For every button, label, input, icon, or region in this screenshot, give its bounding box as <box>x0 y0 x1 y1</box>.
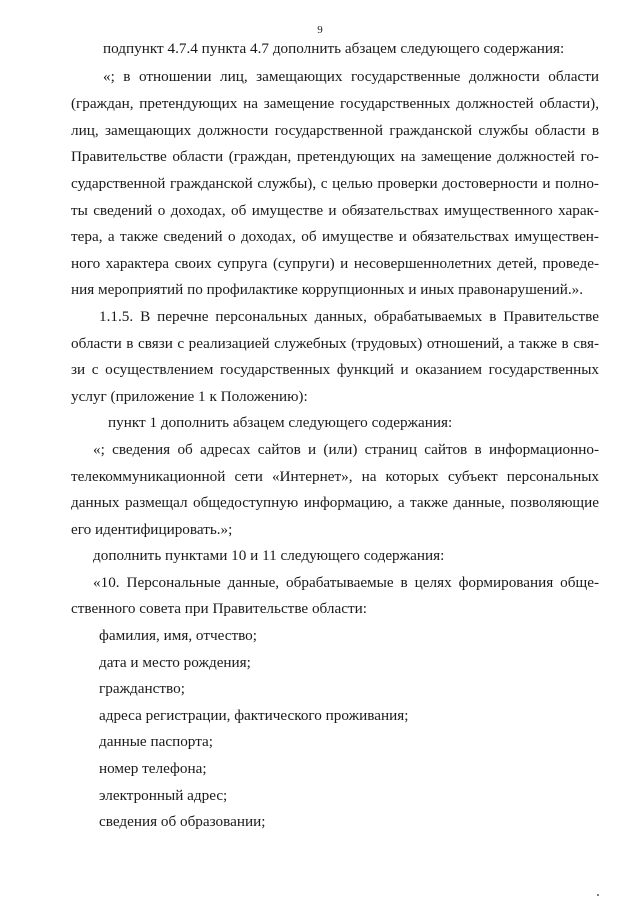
scan-speck <box>597 894 599 896</box>
paragraph-line: лиц, замещающих должности государственной гражданской службы области в <box>71 122 599 139</box>
paragraph-line: пункт 1 дополнить абзацем следующего содержания: <box>108 414 453 431</box>
paragraph-line: ты сведений о доходах, об имуществе и обязательствах имущественного харак- <box>71 202 599 219</box>
paragraph-line: ственного совета при Правительстве области: <box>71 600 367 617</box>
list-item: дата и место рождения; <box>99 654 251 671</box>
paragraph-line: зи с осуществлением государственных функций и оказанием государственных <box>71 361 599 378</box>
paragraph-line: подпункт 4.7.4 пункта 4.7 дополнить абзацем следующего содержания: <box>103 40 565 57</box>
paragraph-line: Правительстве области (граждан, претендующих на замещение должностей го- <box>71 148 599 165</box>
paragraph-line: телекоммуникационной сети «Интернет», на которых субъект персональных <box>71 468 599 485</box>
paragraph-line: «; в отношении лиц, замещающих государственные должности области <box>103 68 599 85</box>
paragraph-line: ного характера своих супруга (супруги) и несовершеннолетних детей, проведе- <box>71 255 599 272</box>
page-number: 9 <box>317 24 323 36</box>
paragraph-line: услуг (приложение 1 к Положению): <box>71 388 308 405</box>
list-item: фамилия, имя, отчество; <box>99 627 257 644</box>
list-item: гражданство; <box>99 680 185 697</box>
paragraph-line: его идентифицировать.»; <box>71 521 233 538</box>
paragraph-line: «10. Персональные данные, обрабатываемые в целях формирования обще- <box>93 574 599 591</box>
list-item: данные паспорта; <box>99 733 213 750</box>
list-item: сведения об образовании; <box>99 813 266 830</box>
list-item: адреса регистрации, фактического проживания; <box>99 707 409 724</box>
paragraph-line: области в связи с реализацией служебных (трудовых) отношений, а также в свя- <box>71 335 599 352</box>
paragraph-line: (граждан, претендующих на замещение государственных должностей области), <box>71 95 599 112</box>
paragraph-line: сударственной гражданской службы), с целью проверки достоверности и полно- <box>71 175 599 192</box>
paragraph-line: дополнить пунктами 10 и 11 следующего содержания: <box>93 547 445 564</box>
paragraph-line: данных размещал общедоступную информацию, а также данные, позволяющие <box>71 494 599 511</box>
paragraph-line: «; сведения об адресах сайтов и (или) страниц сайтов в информационно- <box>93 441 599 458</box>
paragraph-line: ния мероприятий по профилактике коррупционных и иных правонарушений.». <box>71 281 584 298</box>
paragraph-line: 1.1.5. В перечне персональных данных, обрабатываемых в Правительстве <box>99 308 599 325</box>
list-item: электронный адрес; <box>99 787 228 804</box>
list-item: номер телефона; <box>99 760 207 777</box>
paragraph-line: тера, а также сведений о доходах, об имуществе и обязательствах имуществен- <box>71 228 599 245</box>
